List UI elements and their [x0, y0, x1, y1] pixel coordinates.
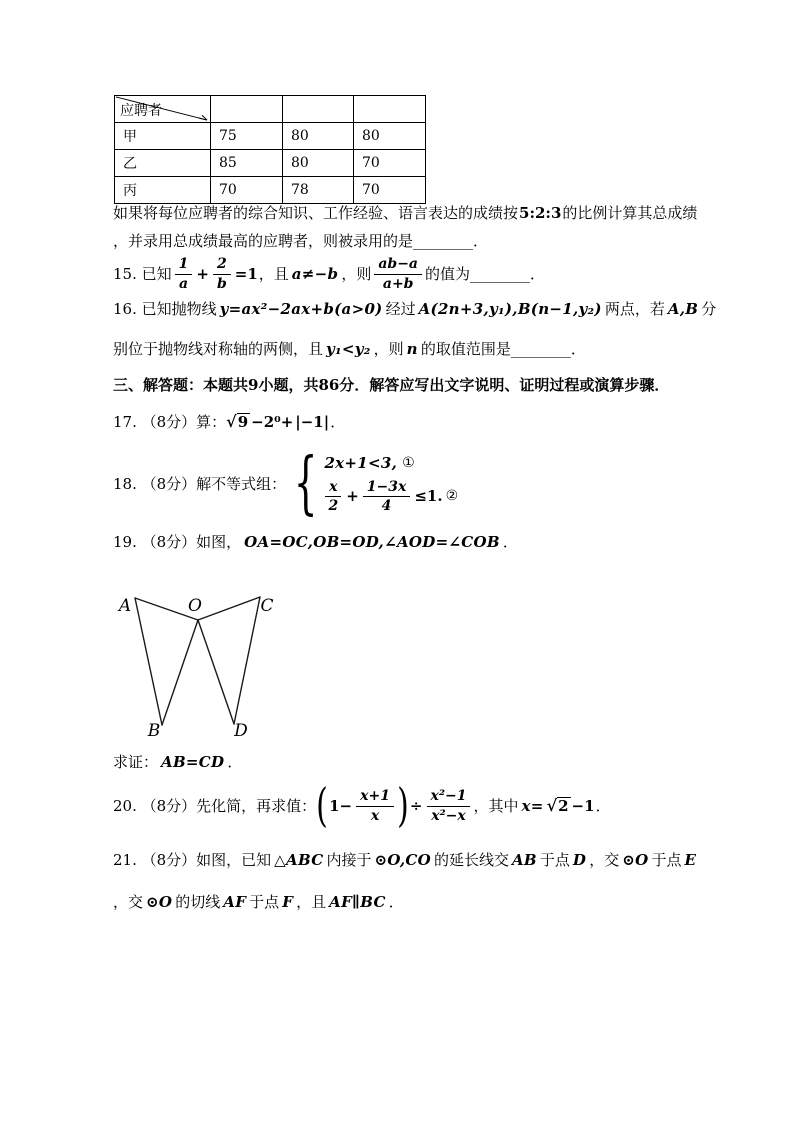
fraction-1-minus-3x-over-4: $\frac{1-3x}{4}$: [363, 479, 411, 514]
point-e: E: [684, 851, 697, 869]
fraction-2-over-b: $\frac{2}{b}$: [213, 256, 231, 291]
q21-period: ．: [388, 893, 404, 911]
table-header-cell: [211, 96, 283, 123]
q15-text: 的值为: [425, 264, 471, 283]
q21-text: 于点: [539, 851, 570, 869]
q14-text-line1: [113, 204, 697, 223]
score-cell: 70: [354, 150, 426, 177]
tangent-af: AF: [223, 893, 247, 911]
q16-text: 分: [701, 300, 717, 318]
system-brace: {: [293, 444, 318, 524]
q19-text: 19. （8分）如图，: [113, 533, 242, 551]
question-16-line1: [113, 300, 716, 319]
q15-period: ．: [530, 264, 546, 283]
division-sign: ÷: [409, 796, 423, 815]
q16-text: 16. 已知抛物线: [113, 300, 217, 318]
inequality-2: [321, 479, 458, 514]
q20-one-minus: 1−: [329, 796, 353, 815]
sqrt-2: √ 2: [546, 795, 569, 815]
row-label: 丙: [115, 177, 211, 204]
vertex-label-d: D: [234, 721, 248, 741]
q16-text: 经过: [385, 300, 416, 318]
q15-text: ，且: [258, 264, 289, 283]
score-cell: 85: [211, 150, 283, 177]
q15-equals-1: =1: [234, 264, 258, 283]
q21-text: 于点: [651, 851, 682, 869]
proof-period: ．: [227, 753, 243, 771]
butterfly-triangles-drawing: [95, 575, 315, 745]
q20-text: 20. （8分）先化简，再求值：: [113, 796, 317, 815]
circled-1: ①: [402, 454, 415, 471]
q21-text: ，交: [113, 893, 144, 911]
section3-heading: [113, 376, 669, 395]
question-21-line1: [113, 851, 699, 870]
left-paren: (: [316, 778, 328, 833]
question-20: [113, 779, 611, 833]
q16-period: ．: [570, 340, 586, 358]
proof-text: 求证：: [113, 753, 159, 771]
score-cell: 75: [211, 123, 283, 150]
q15-text: ，则: [341, 264, 372, 283]
q16-text: ，则: [373, 340, 404, 358]
score-cell: 70: [211, 177, 283, 204]
row-label: 甲: [115, 123, 211, 150]
score-cell: 80: [283, 150, 354, 177]
q14-period: ．: [473, 232, 489, 250]
q20-minus-1: −1: [571, 796, 595, 815]
question-16-line2: [113, 340, 586, 359]
q16-ab: A,B: [667, 300, 699, 318]
table-header-row: [115, 96, 426, 123]
q15-text: 15. 已知: [113, 264, 172, 283]
question-17: [113, 407, 345, 437]
q14-answer-blank: ________: [413, 232, 474, 250]
q14-text: ，并录用总成绩最高的应聘者，则被录用的是: [113, 232, 414, 250]
y1-less-y2: y₁<y₂: [326, 340, 371, 358]
point-f: F: [282, 893, 294, 911]
q21-text: ，且: [296, 893, 327, 911]
table-header-cell: [354, 96, 426, 123]
q16-answer-blank: ________: [510, 340, 571, 358]
table-header-cell: [283, 96, 354, 123]
section3-heading-text: 三、解答题：本题共9小题，共86分．解答应写出文字说明、证明过程或演算步骤．: [113, 376, 670, 394]
question-18: [113, 444, 459, 524]
table-row: [115, 150, 426, 177]
row-label: 乙: [115, 150, 211, 177]
table-row: [115, 123, 426, 150]
q18-label: 18. （8分）解不等式组：: [113, 474, 287, 493]
table-corner-label: 应聘者: [120, 103, 162, 119]
q20-period: ．: [595, 796, 611, 815]
applicant-score-table: [114, 95, 426, 204]
q16-text: 的取值范围是: [420, 340, 511, 358]
q14-ratio: 5:2:3: [519, 204, 562, 222]
q19-givens: OA=OC,OB=OD,∠AOD=∠COB: [244, 533, 500, 551]
fraction-x-over-2: $\frac{x}{2}$: [324, 479, 342, 514]
q21-text: 的延长线交: [433, 851, 509, 869]
score-cell: 78: [283, 177, 354, 204]
question-15: [113, 251, 545, 297]
circled-2: ②: [445, 487, 459, 504]
vertex-label-b: B: [147, 721, 161, 741]
table-row: [115, 177, 426, 204]
segment-ab: AB: [511, 851, 537, 869]
proof-equation: AB=CD: [161, 753, 225, 771]
right-paren: ): [397, 778, 409, 833]
parabola-equation: y=ax²−2ax+b(a>0): [219, 300, 383, 318]
inequality-system: [321, 454, 458, 514]
score-cell: 70: [354, 177, 426, 204]
variable-n: n: [406, 340, 418, 358]
question-19: [113, 533, 518, 552]
fraction-1-over-a: $\frac{1}{a}$: [175, 256, 193, 291]
score-cell: 80: [283, 123, 354, 150]
circle-o: ⊙O: [146, 893, 173, 911]
q17-middle: −2⁰+: [251, 412, 294, 431]
q20-x-equals: x=: [521, 796, 544, 815]
triangle-abc: △ABC: [274, 851, 324, 869]
q20-text: ，其中: [473, 796, 519, 815]
q16-text: 别位于抛物线对称轴的两侧，且: [113, 340, 324, 358]
q21-text: 21. （8分）如图，已知: [113, 851, 272, 869]
inequality-1-expr: 2x+1<3,: [324, 454, 398, 473]
points-a-b: A(2n+3,y₁),B(n−1,y₂): [418, 300, 602, 318]
af-parallel-bc: AF∥BC: [329, 893, 386, 911]
fraction-x2-minus-1-over-x2-minus-x: $\frac{\text{x²−1}}{\text{x²−x}}$: [427, 788, 471, 823]
plus-sign: +: [196, 264, 209, 283]
fraction-ab-minus-a-over-a-plus-b: $\frac{ab-a}{a+b}$: [374, 256, 422, 291]
vertex-label-o: O: [188, 596, 202, 616]
table-corner-cell: [115, 96, 211, 123]
q16-text: 两点，若: [604, 300, 665, 318]
circle-o-co: ⊙O,CO: [374, 851, 431, 869]
q14-text: 如果将每位应聘者的综合知识、工作经验、语言表达的成绩按: [113, 204, 519, 222]
score-cell: 80: [354, 123, 426, 150]
vertex-label-a: A: [118, 596, 132, 616]
sqrt-9: √ 9: [226, 411, 249, 431]
q21-text: 于点: [249, 893, 280, 911]
inequality-2-rhs: ≤1.: [414, 487, 443, 505]
plus-sign: +: [346, 487, 359, 505]
proof-statement: [113, 753, 242, 772]
q21-text: 内接于: [326, 851, 372, 869]
abs-neg-1: |−1|: [295, 412, 330, 431]
q15-condition: a≠−b: [291, 264, 339, 283]
point-d: D: [572, 851, 587, 869]
circle-o: ⊙O: [622, 851, 649, 869]
inequality-1: [321, 454, 458, 473]
q17-period: ．: [330, 412, 346, 431]
geometry-figure: [95, 575, 315, 745]
q15-answer-blank: ________: [470, 264, 531, 283]
q21-text: ，交: [589, 851, 620, 869]
question-21-line2: [113, 893, 404, 912]
q19-period: ．: [502, 533, 518, 551]
q17-text: 17. （8分）算：: [113, 412, 227, 431]
vertex-label-c: C: [260, 596, 274, 616]
fraction-x-plus-1-over-x: $\frac{x+1}{x}$: [356, 788, 394, 823]
q14-text: 的比例计算其总成绩: [562, 204, 698, 222]
q21-text: 的切线: [175, 893, 221, 911]
q14-text-line2: [113, 232, 488, 251]
